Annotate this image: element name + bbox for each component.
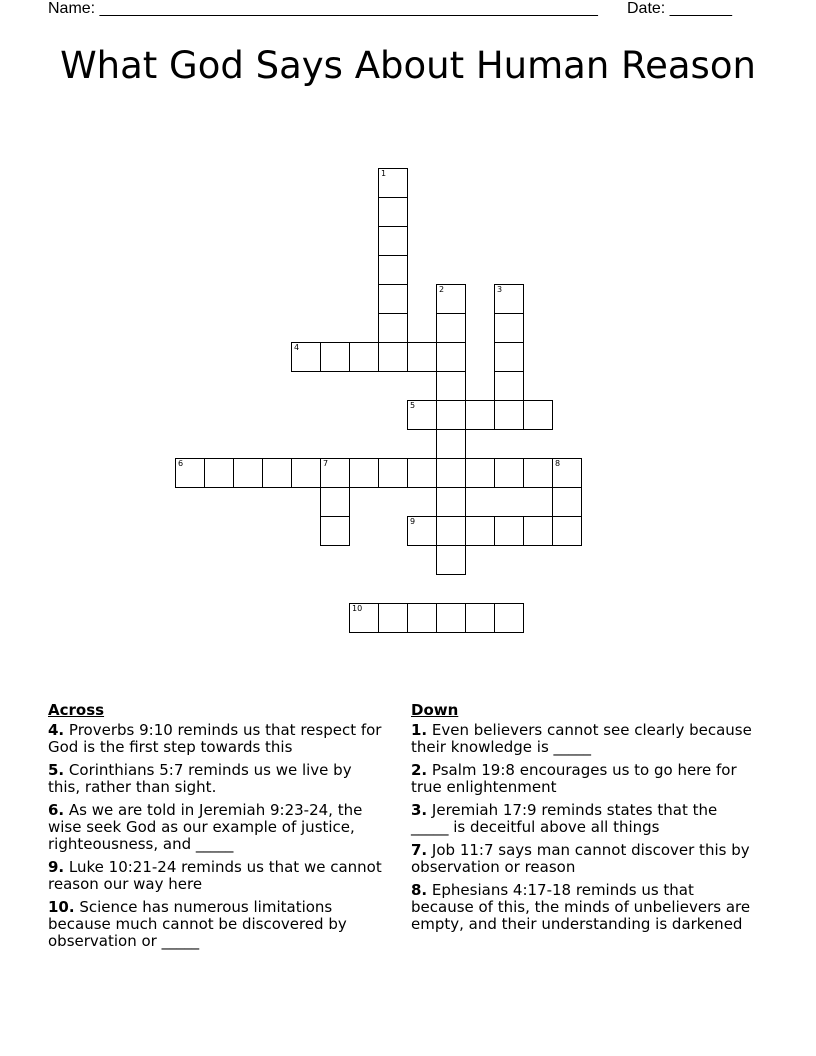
clue-text: Proverbs 9:10 reminds us that respect for God is the first step towards this <box>48 721 382 756</box>
grid-cell[interactable] <box>552 516 582 546</box>
clue-number: 8. <box>411 881 428 899</box>
clue-across-4 <box>48 722 383 756</box>
clue-across-9 <box>48 859 383 893</box>
grid-cell[interactable] <box>436 400 466 430</box>
grid-cell[interactable] <box>378 168 408 198</box>
grid-cell[interactable] <box>291 342 321 372</box>
clue-across-5 <box>48 762 383 796</box>
grid-cell[interactable] <box>552 487 582 517</box>
grid-cell[interactable] <box>320 487 350 517</box>
clue-number-label: 8 <box>555 459 561 468</box>
grid-cell[interactable] <box>378 197 408 227</box>
grid-cell[interactable] <box>378 342 408 372</box>
grid-cell[interactable] <box>320 458 350 488</box>
clue-text: Science has numerous limitations because much cannot be discovered by observation or _____ <box>48 898 347 950</box>
clue-number-label: 7 <box>323 459 329 468</box>
grid-cell[interactable] <box>291 458 321 488</box>
clue-number: 3. <box>411 801 428 819</box>
grid-cell[interactable] <box>320 342 350 372</box>
grid-cell[interactable] <box>494 458 524 488</box>
grid-cell[interactable] <box>204 458 234 488</box>
grid-cell[interactable] <box>407 516 437 546</box>
clue-number: 6. <box>48 801 65 819</box>
date-field[interactable]: Date: _______ <box>627 0 732 17</box>
grid-cell[interactable] <box>436 603 466 633</box>
grid-cell[interactable] <box>494 516 524 546</box>
grid-cell[interactable] <box>378 226 408 256</box>
grid-cell[interactable] <box>378 458 408 488</box>
grid-cell[interactable] <box>523 458 553 488</box>
clue-number-label: 9 <box>410 517 416 526</box>
name-field[interactable]: Name: ________________________________________________________ <box>48 0 598 17</box>
grid-cell[interactable] <box>436 342 466 372</box>
clue-number: 10. <box>48 898 75 916</box>
grid-cell[interactable] <box>407 342 437 372</box>
clue-text: Jeremiah 17:9 reminds states that the _____ is deceitful above all things <box>411 801 718 836</box>
clue-text: As we are told in Jeremiah 9:23-24, the wise seek God as our example of justice, righteousness, and _____ <box>48 801 363 853</box>
grid-cell[interactable] <box>378 255 408 285</box>
clue-number: 9. <box>48 858 65 876</box>
grid-cell[interactable] <box>233 458 263 488</box>
page-title: What God Says About Human Reason <box>60 44 756 87</box>
grid-cell[interactable] <box>349 342 379 372</box>
clue-text: Ephesians 4:17-18 reminds us that because of this, the minds of unbelievers are empty, and their understanding is darkened <box>411 881 751 933</box>
grid-cell[interactable] <box>436 284 466 314</box>
clue-number-label: 4 <box>294 343 300 352</box>
grid-cell[interactable] <box>378 284 408 314</box>
grid-cell[interactable] <box>436 458 466 488</box>
grid-cell[interactable] <box>436 545 466 575</box>
clue-number: 5. <box>48 761 65 779</box>
clue-number: 1. <box>411 721 428 739</box>
grid-cell[interactable] <box>407 458 437 488</box>
grid-cell[interactable] <box>465 458 495 488</box>
clue-text: Job 11:7 says man cannot discover this by observation or reason <box>411 841 750 876</box>
grid-cell[interactable] <box>436 487 466 517</box>
grid-cell[interactable] <box>494 603 524 633</box>
grid-cell[interactable] <box>494 371 524 401</box>
clue-number-label: 2 <box>439 285 445 294</box>
grid-cell[interactable] <box>494 313 524 343</box>
grid-cell[interactable] <box>465 516 495 546</box>
grid-cell[interactable] <box>378 603 408 633</box>
grid-cell[interactable] <box>552 458 582 488</box>
grid-cell[interactable] <box>523 400 553 430</box>
clue-number-label: 6 <box>178 459 184 468</box>
clue-number: 2. <box>411 761 428 779</box>
clue-down-2 <box>411 762 756 796</box>
clue-text: Corinthians 5:7 reminds us we live by this, rather than sight. <box>48 761 352 796</box>
clue-text: Psalm 19:8 encourages us to go here for true enlightenment <box>411 761 737 796</box>
grid-cell[interactable] <box>349 458 379 488</box>
grid-cell[interactable] <box>494 342 524 372</box>
clue-down-3 <box>411 802 756 836</box>
clue-text: Luke 10:21-24 reminds us that we cannot reason our way here <box>48 858 382 893</box>
grid-cell[interactable] <box>349 603 379 633</box>
clue-down-8 <box>411 882 756 933</box>
grid-cell[interactable] <box>465 603 495 633</box>
down-heading: Down <box>411 701 459 719</box>
grid-cell[interactable] <box>320 516 350 546</box>
grid-cell[interactable] <box>494 284 524 314</box>
grid-cell[interactable] <box>465 400 495 430</box>
clue-across-6 <box>48 802 383 853</box>
across-heading: Across <box>48 701 105 719</box>
clue-down-1 <box>411 722 756 756</box>
grid-cell[interactable] <box>436 429 466 459</box>
clue-number-label: 1 <box>381 169 387 178</box>
grid-cell[interactable] <box>436 313 466 343</box>
grid-cell[interactable] <box>407 400 437 430</box>
clue-text: Even believers cannot see clearly because their knowledge is _____ <box>411 721 752 756</box>
clue-down-7 <box>411 842 756 876</box>
across-clues <box>48 702 383 956</box>
down-clues <box>411 702 756 939</box>
clue-across-10 <box>48 899 383 950</box>
grid-cell[interactable] <box>523 516 553 546</box>
clue-number-label: 3 <box>497 285 503 294</box>
grid-cell[interactable] <box>378 313 408 343</box>
grid-cell[interactable] <box>407 603 437 633</box>
clue-number: 4. <box>48 721 65 739</box>
grid-cell[interactable] <box>436 516 466 546</box>
grid-cell[interactable] <box>175 458 205 488</box>
grid-cell[interactable] <box>494 400 524 430</box>
clue-number: 7. <box>411 841 428 859</box>
grid-cell[interactable] <box>262 458 292 488</box>
grid-cell[interactable] <box>436 371 466 401</box>
clue-number-label: 5 <box>410 401 416 410</box>
clue-number-label: 10 <box>352 604 363 613</box>
